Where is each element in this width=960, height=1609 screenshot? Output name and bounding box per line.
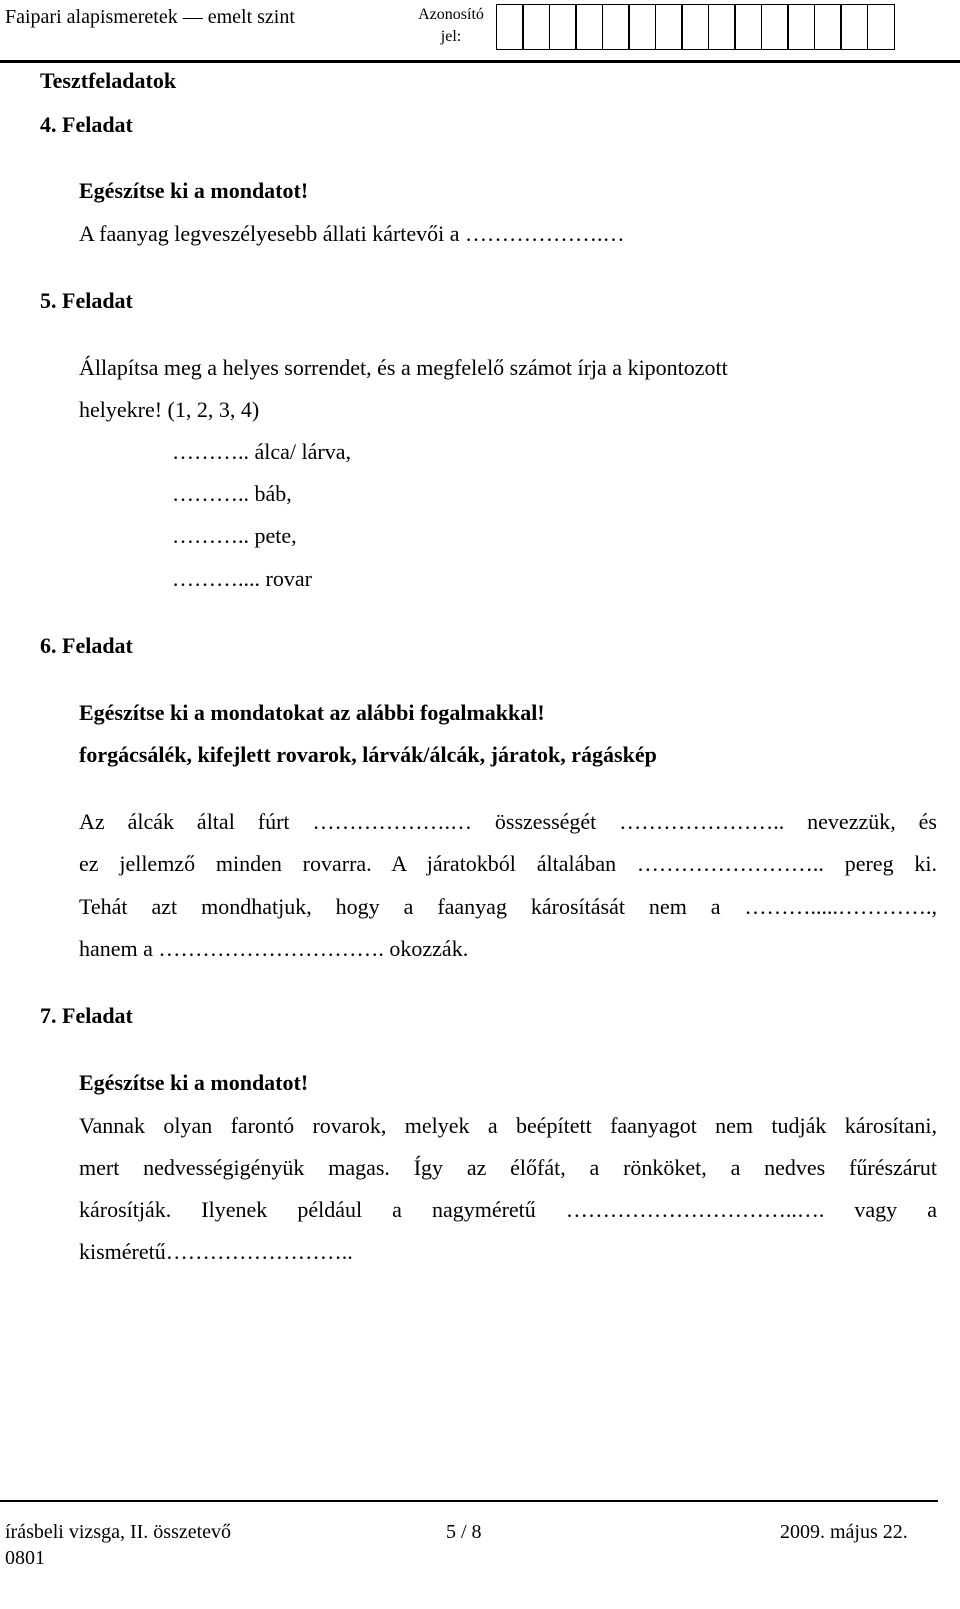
- id-box[interactable]: [549, 4, 577, 50]
- id-box[interactable]: [496, 4, 524, 50]
- section-title: Tesztfeladatok: [40, 68, 177, 93]
- footer-left: írásbeli vizsga, II. összetevő: [5, 1521, 232, 1543]
- task5-item-pete[interactable]: ……….. pete,: [172, 523, 297, 548]
- task5-item-bab[interactable]: ……….. báb,: [172, 481, 292, 506]
- footer-page: 5 / 8: [446, 1521, 482, 1543]
- task6-title: 6. Feladat: [40, 633, 133, 658]
- task4-sentence[interactable]: A faanyag legveszélyesebb állati kártevői a ……………….…: [79, 221, 625, 246]
- task5-instruction-line1: Állapítsa meg a helyes sorrendet, és a megfelelő számot írja a kipontozott: [79, 355, 728, 380]
- id-box[interactable]: [814, 4, 842, 50]
- id-box[interactable]: [681, 4, 709, 50]
- id-box[interactable]: [708, 4, 736, 50]
- task6-terms: forgácsálék, kifejlett rovarok, lárvák/álcák, járatok, rágáskép: [79, 742, 657, 767]
- task6-para-line2[interactable]: ez jellemző minden rovarra. A járatokból általában …………………….. pereg ki.: [79, 851, 937, 876]
- task6-para-line1[interactable]: Az álcák által fúrt ……………….… összességét ………………….. nevezzük, és: [79, 809, 937, 834]
- task5-title: 5. Feladat: [40, 288, 133, 313]
- id-box[interactable]: [761, 4, 789, 50]
- id-box[interactable]: [628, 4, 656, 50]
- footer-date: 2009. május 22.: [780, 1521, 908, 1543]
- task7-line4[interactable]: kisméretű……………………..: [79, 1239, 353, 1264]
- task7-line2: mert nedvességigényük magas. Így az élőfát, a rönköket, a nedves fűrészárut: [79, 1155, 937, 1180]
- id-label-line2: jel:: [440, 28, 462, 45]
- task7-line1: Vannak olyan farontó rovarok, melyek a beépített faanyagot nem tudják károsítani,: [79, 1113, 937, 1138]
- task5-item-rovar[interactable]: ……….... rovar: [172, 566, 312, 591]
- task6-instruction: Egészítse ki a mondatokat az alábbi fogalmakkal!: [79, 700, 545, 725]
- task4-title: 4. Feladat: [40, 112, 133, 137]
- task7-instruction: Egészítse ki a mondatot!: [79, 1070, 309, 1095]
- id-box[interactable]: [867, 4, 895, 50]
- id-box[interactable]: [522, 4, 550, 50]
- id-box[interactable]: [655, 4, 683, 50]
- task5-item-alca[interactable]: ……….. álca/ lárva,: [172, 439, 351, 464]
- task7-title: 7. Feladat: [40, 1003, 133, 1028]
- id-boxes[interactable]: [497, 4, 895, 50]
- task5-instruction-line2: helyekre! (1, 2, 3, 4): [79, 397, 260, 422]
- task6-para-line3[interactable]: Tehát azt mondhatjuk, hogy a faanyag károsítását nem a ……….....………….,: [79, 894, 937, 919]
- footer-left-code: 0801: [5, 1547, 45, 1569]
- id-label: [412, 4, 490, 48]
- id-box[interactable]: [840, 4, 868, 50]
- id-box[interactable]: [734, 4, 762, 50]
- footer-rule: [0, 1500, 938, 1502]
- id-label-line1: Azonosító: [418, 6, 484, 23]
- id-box[interactable]: [602, 4, 630, 50]
- id-box[interactable]: [575, 4, 603, 50]
- task4-instruction: Egészítse ki a mondatot!: [79, 178, 309, 203]
- task6-para-line4[interactable]: hanem a …………………………. okozzák.: [79, 936, 469, 961]
- id-box[interactable]: [787, 4, 815, 50]
- header-rule: [0, 60, 960, 63]
- header-subject: Faipari alapismeretek — emelt szint: [5, 6, 295, 28]
- task7-line3[interactable]: károsítják. Ilyenek például a nagyméretű …………………………..…. vagy a: [79, 1197, 937, 1222]
